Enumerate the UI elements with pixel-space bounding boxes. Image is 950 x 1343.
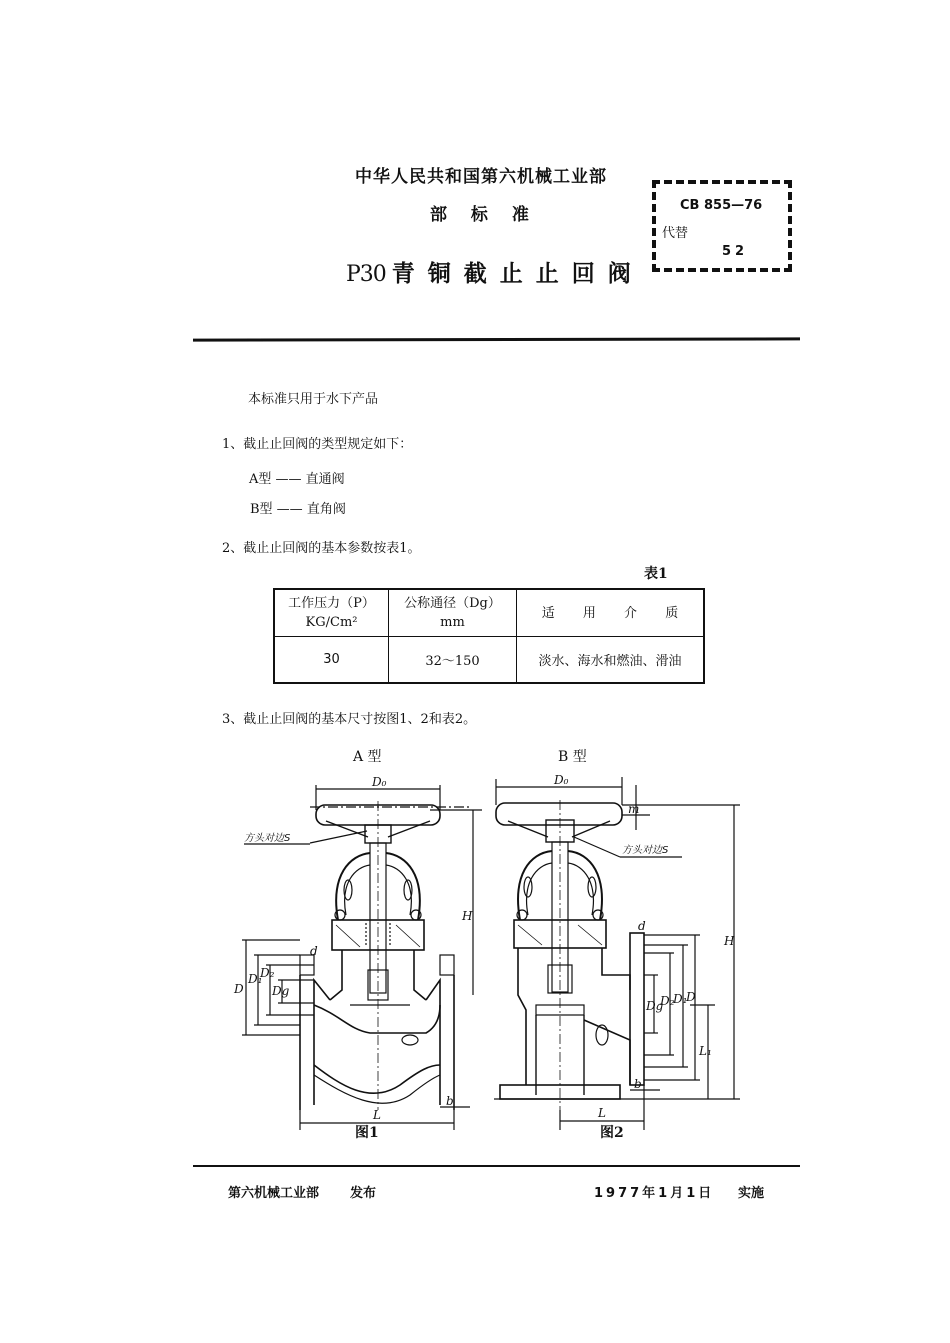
scope-statement: 本标准只用于水下产品 (248, 392, 379, 407)
label-D1-b: D₁ (673, 992, 688, 1006)
label-Dg-b: Dg (646, 999, 664, 1013)
parameters-table (273, 588, 705, 684)
type-b-definition: B型 —— 直角阀 (250, 502, 346, 517)
document-title (346, 255, 644, 288)
header-pressure-line1: 工作压力（P） (288, 596, 375, 611)
label-d-small-b: d (638, 919, 646, 933)
implementation-date: 1977年1月1日 (594, 1186, 715, 1201)
figure2-caption: 图2 (600, 1125, 624, 1141)
header-medium: 适 用 介 质 (517, 589, 705, 637)
issuing-authority: 第六机械工业部 (228, 1186, 320, 1201)
header-pressure (274, 589, 389, 637)
title-prefix: P30 (346, 262, 386, 287)
standard-code: CB 855—76 (680, 198, 763, 213)
table-header-row (274, 589, 704, 637)
figure2-valve-drawing (490, 765, 750, 1135)
label-m: m (628, 802, 640, 816)
label-Dg: Dg (272, 984, 290, 998)
type-a-definition: A型 —— 直通阀 (249, 472, 345, 487)
header-diameter-unit: mm (440, 615, 465, 630)
standard-number-box (652, 180, 792, 272)
label-L-b: L (598, 1106, 606, 1120)
label-L1: L₁ (699, 1044, 712, 1058)
label-square-head-b: 方头对边S (622, 845, 669, 856)
label-D-b: D (686, 990, 696, 1004)
figure2-type-label: B 型 (558, 749, 587, 765)
label-b-b: b (634, 1077, 642, 1091)
title-main: 青铜截止止回阀 (391, 261, 644, 287)
footer-divider (193, 1165, 800, 1167)
label-L: L (373, 1108, 381, 1122)
header-divider (193, 337, 800, 341)
standard-type: 部 标 准 (430, 205, 529, 225)
section-1: 1、截止止回阀的类型规定如下： (222, 437, 413, 452)
label-D2: D₂ (260, 966, 275, 980)
label-square-head: 方头对边S (244, 833, 291, 844)
ministry-name: 中华人民共和国第六机械工业部 (355, 167, 607, 187)
label-h: H (462, 909, 473, 923)
cell-pressure: 30 (274, 637, 389, 684)
implementation-label: 实施 (738, 1186, 765, 1201)
label-d0-b: D₀ (554, 773, 569, 787)
table-caption: 表1 (644, 566, 668, 582)
figure1-valve-drawing (230, 765, 490, 1135)
replaces-label: 代替 (662, 226, 689, 241)
table-row (274, 637, 704, 684)
header-pressure-unit: KG/Cm² (305, 615, 358, 630)
figure1-caption: 图1 (355, 1125, 379, 1141)
header-nominal-diameter (389, 589, 517, 637)
label-D1: D₁ (248, 972, 263, 986)
issue-label: 发布 (350, 1186, 377, 1201)
label-d-small: d (310, 944, 318, 958)
figure1-type-label: A 型 (353, 749, 382, 765)
replaces-value: 52 (722, 244, 749, 259)
section-2: 2、截止止回阀的基本参数按表1。 (222, 541, 421, 556)
cell-diameter: 32～150 (389, 637, 517, 684)
label-D: D (234, 982, 244, 996)
label-D2-b: D₂ (660, 994, 675, 1008)
label-h-b: H (724, 934, 735, 948)
section-3: 3、截止止回阀的基本尺寸按图1、2和表2。 (222, 712, 477, 727)
cell-medium: 淡水、海水和燃油、滑油 (517, 637, 705, 684)
header-diameter-line1: 公称通径（Dg） (404, 596, 501, 611)
label-b: b (446, 1094, 454, 1108)
label-d0: D₀ (372, 775, 387, 789)
